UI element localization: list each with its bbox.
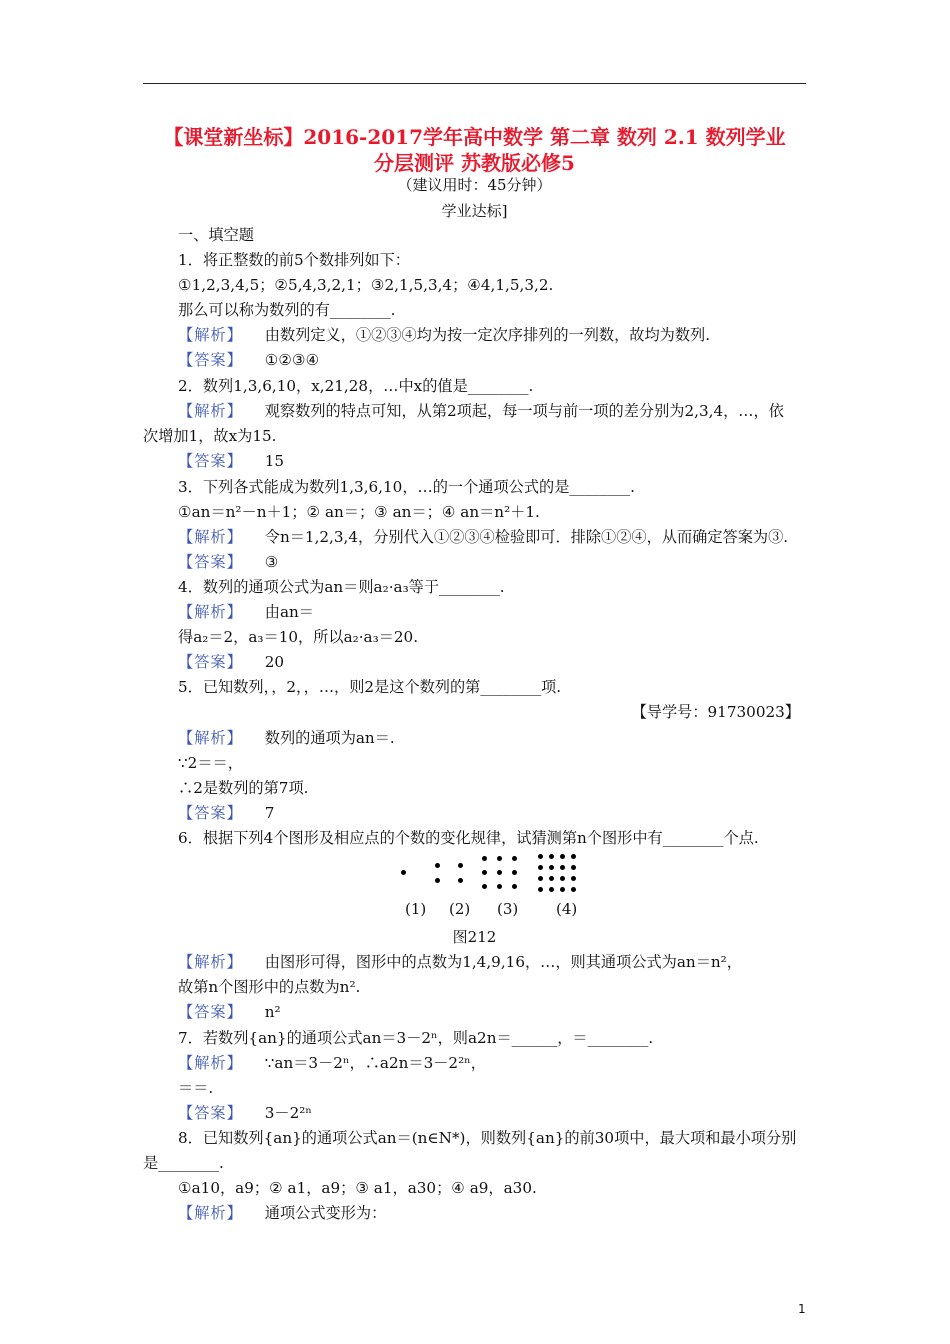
- analysis-tag: 【解析】: [178, 1204, 243, 1222]
- q6-analysis: [178, 952, 742, 972]
- figure-label-3: (3): [497, 900, 519, 918]
- answer-tag: 【答案】: [178, 1104, 243, 1122]
- figure-1-dot: [401, 870, 406, 875]
- q3-answer: [178, 552, 278, 572]
- analysis-tag: 【解析】: [178, 402, 243, 420]
- figure-2-dot: [435, 878, 440, 883]
- q1-options: ①1,2,3,4,5；②5,4,3,2,1；③2,1,5,3,4；④4,1,5,3,2.: [178, 276, 554, 294]
- q1-answer: [178, 350, 319, 370]
- part-heading: 一、填空题: [178, 226, 254, 244]
- figure-4-dot: [571, 887, 576, 892]
- analysis-tag: 【解析】: [178, 528, 243, 546]
- q6-stem: 6．根据下列4个图形及相应点的个数的变化规律，试猜测第n个图形中有________个点.: [178, 829, 759, 847]
- figure-3-dot: [482, 884, 487, 889]
- q2-analysis-cont: 次增加1，故x为15.: [143, 427, 277, 445]
- figure-3-dot: [512, 870, 517, 875]
- dot-pattern-figure: [392, 853, 592, 893]
- q4-answer-text: 20: [264, 653, 285, 671]
- analysis-tag: 【解析】: [178, 1054, 243, 1072]
- q7-stem: 7．若数列{an}的通项公式an＝3－2ⁿ，则a2n＝______，＝________.: [178, 1029, 654, 1047]
- q5-answer: [178, 803, 274, 823]
- section-label: 学业达标]: [441, 202, 508, 220]
- q2-stem: 2．数列1,3,6,10，x,21,28，…中x的值是________.: [178, 377, 534, 395]
- q5-analysis-cont-2: ∴2是数列的第7项.: [178, 779, 309, 797]
- answer-tag: 【答案】: [178, 351, 243, 369]
- q7-analysis-text: ∵an＝3－2ⁿ，∴a2n＝3－2²ⁿ，: [264, 1054, 486, 1072]
- q4-stem: 4．数列的通项公式为an＝则a₂·a₃等于________.: [178, 578, 505, 596]
- figure-3-dot: [482, 856, 487, 861]
- figure-3-dot: [512, 884, 517, 889]
- page-number: 1: [798, 1302, 806, 1316]
- figure-4-dot: [549, 876, 554, 881]
- q5-guide-number: 【导学号：91730023】: [631, 703, 800, 721]
- figure-4-dot: [571, 876, 576, 881]
- answer-tag: 【答案】: [178, 452, 243, 470]
- q4-analysis-cont: 得a₂＝2，a₃＝10，所以a₂·a₃＝20.: [178, 628, 419, 646]
- q6-analysis-cont: 故第n个图形中的点数为n².: [178, 978, 361, 996]
- figure-4-dot: [560, 887, 565, 892]
- q1-analysis-text: 由数列定义，①②③④均为按一定次序排列的一列数，故均为数列.: [264, 326, 711, 344]
- q1-stem: 1．将正整数的前5个数排列如下：: [178, 251, 410, 269]
- answer-tag: 【答案】: [178, 1003, 243, 1021]
- figure-4-dot: [560, 865, 565, 870]
- analysis-tag: 【解析】: [178, 326, 243, 344]
- analysis-tag: 【解析】: [178, 603, 243, 621]
- q3-options: ①an＝n²－n＋1；② an＝；③ an＝；④ an＝n²＋1.: [178, 503, 540, 521]
- q8-options: ①a10，a9；② a1，a9；③ a1，a30；④ a9，a30.: [178, 1179, 537, 1197]
- figure-4-dot: [549, 887, 554, 892]
- q3-analysis-text: 令n＝1,2,3,4，分别代入①②③④检验即可．排除①②④，从而确定答案为③.: [264, 528, 789, 546]
- answer-tag: 【答案】: [178, 653, 243, 671]
- q2-analysis: [178, 401, 784, 421]
- q7-answer-text: 3－2²ⁿ: [264, 1104, 312, 1122]
- figure-4-dot: [538, 876, 543, 881]
- answer-tag: 【答案】: [178, 804, 243, 822]
- figure-3-dot: [497, 856, 502, 861]
- figure-label-2: (2): [449, 900, 471, 918]
- q5-stem: 5．已知数列，，2，，…，则2是这个数列的第________项.: [178, 678, 562, 696]
- figure-4-dot: [571, 854, 576, 859]
- q5-analysis: [178, 728, 395, 748]
- figure-caption: 图212: [452, 928, 497, 946]
- q4-analysis: [178, 602, 314, 622]
- q1-answer-text: ①②③④: [264, 351, 320, 369]
- time-note: （建议用时：45分钟）: [397, 176, 552, 194]
- q7-analysis: [178, 1053, 486, 1073]
- q4-analysis-text: 由an＝: [264, 603, 314, 621]
- figure-4-dot: [538, 854, 543, 859]
- figure-4-dot: [560, 876, 565, 881]
- q1-analysis: [178, 325, 710, 345]
- figure-4-dot: [571, 865, 576, 870]
- q8-analysis-text: 通项公式变形为：: [264, 1204, 387, 1222]
- figure-3-dot: [482, 870, 487, 875]
- q2-answer-text: 15: [264, 452, 285, 470]
- q5-answer-text: 7: [264, 804, 275, 822]
- q6-analysis-text: 由图形可得，图形中的点数为1,4,9,16，…，则其通项公式为an＝n²，: [264, 953, 742, 971]
- q5-analysis-cont-1: ∵2＝＝，: [178, 754, 243, 772]
- q7-analysis-cont: ＝＝.: [178, 1079, 214, 1097]
- q2-analysis-text: 观察数列的特点可知，从第2项起，每一项与前一项的差分别为2,3,4，…，依: [264, 402, 784, 420]
- analysis-tag: 【解析】: [178, 953, 243, 971]
- q3-stem: 3．下列各式能成为数列1,3,6,10，…的一个通项公式的是________.: [178, 478, 635, 496]
- figure-3-dot: [512, 856, 517, 861]
- figure-4-dot: [549, 865, 554, 870]
- q6-answer-text: n²: [264, 1003, 281, 1021]
- q5-analysis-text: 数列的通项为an＝.: [264, 729, 395, 747]
- q8-stem-cont: 是________.: [143, 1154, 224, 1172]
- header-rule: [143, 83, 806, 84]
- figure-4-dot: [549, 854, 554, 859]
- q3-analysis: [178, 527, 788, 547]
- q8-stem: 8．已知数列{an}的通项公式an＝(n∈N*)，则数列{an}的前30项中，最大项和最小项分别: [178, 1129, 797, 1147]
- q7-answer: [178, 1103, 312, 1123]
- figure-4-dot: [538, 887, 543, 892]
- figure-4-dot: [560, 854, 565, 859]
- figure-3-dot: [497, 884, 502, 889]
- answer-tag: 【答案】: [178, 553, 243, 571]
- figure-4-dot: [538, 865, 543, 870]
- q3-answer-text: ③: [264, 553, 279, 571]
- figure-3-dot: [497, 870, 502, 875]
- q4-answer: [178, 652, 284, 672]
- figure-label-1: (1): [405, 900, 427, 918]
- doc-title-line-1: 【课堂新坐标】2016-2017学年高中数学 第二章 数列 2.1 数列学业: [163, 125, 786, 149]
- q1-ask: 那么可以称为数列的有________.: [178, 301, 396, 319]
- doc-title-line-2: 分层测评 苏教版必修5: [374, 151, 575, 175]
- figure-2-dot: [458, 863, 463, 868]
- figure-label-4: (4): [556, 900, 578, 918]
- figure-2-dot: [458, 878, 463, 883]
- q8-analysis: [178, 1203, 386, 1223]
- figure-2-dot: [435, 863, 440, 868]
- analysis-tag: 【解析】: [178, 729, 243, 747]
- q2-answer: [178, 451, 284, 471]
- q6-answer: [178, 1002, 281, 1022]
